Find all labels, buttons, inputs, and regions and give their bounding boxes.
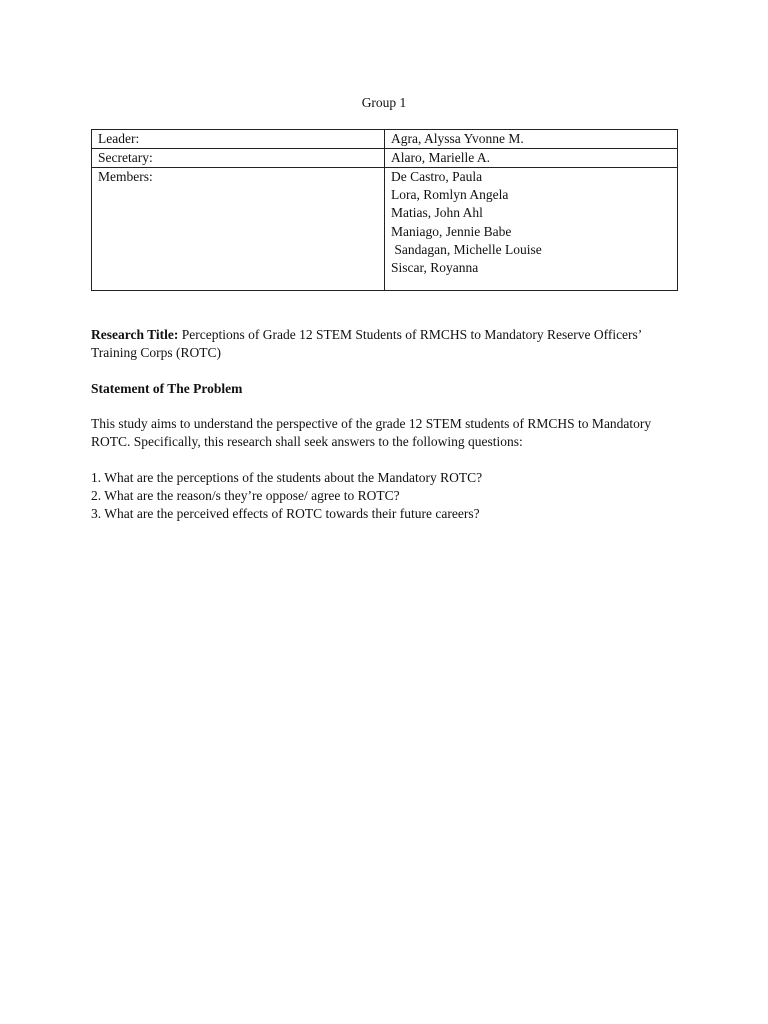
members-row (92, 168, 678, 291)
problem-intro: This study aims to understand the perspective of the grade 12 STEM students of RMCHS to Mandatory ROTC. Specifically, this research shall seek answers to the following questions: (91, 416, 652, 449)
question-item: 1. What are the perceptions of the students about the Mandatory ROTC? (91, 470, 483, 485)
member-name: Sandagan, Michelle Louise (391, 241, 542, 257)
research-title-paragraph (91, 326, 671, 362)
members-label: Members: (92, 168, 385, 291)
question-item: 3. What are the perceived effects of ROTC towards their future careers? (91, 506, 480, 521)
research-title-label: Research Title: (91, 327, 179, 342)
member-name: Lora, Romlyn Angela (391, 187, 509, 203)
questions-list (91, 469, 681, 523)
leader-label: Leader: (92, 130, 385, 149)
member-name: De Castro, Paula (391, 169, 483, 184)
member-name: Matias, John Ahl (391, 205, 483, 221)
leader-name: Agra, Alyssa Yvonne M. (385, 130, 678, 149)
group-roster-table (91, 129, 678, 291)
question-item: 2. What are the reason/s they’re oppose/ agree to ROTC? (91, 488, 400, 503)
leader-row (92, 130, 678, 149)
problem-heading: Statement of The Problem (91, 381, 243, 396)
member-name: Siscar, Royanna (391, 260, 479, 276)
secretary-row (92, 149, 678, 168)
member-name: Maniago, Jennie Babe (391, 223, 512, 239)
research-title-text: Perceptions of Grade 12 STEM Students of RMCHS to Mandatory Reserve Officers’ Training Corps (ROTC) (91, 327, 642, 360)
secretary-name: Alaro, Marielle A. (385, 149, 678, 168)
secretary-label: Secretary: (92, 149, 385, 168)
members-list (385, 168, 678, 291)
group-title: Group 1 (361, 95, 407, 110)
